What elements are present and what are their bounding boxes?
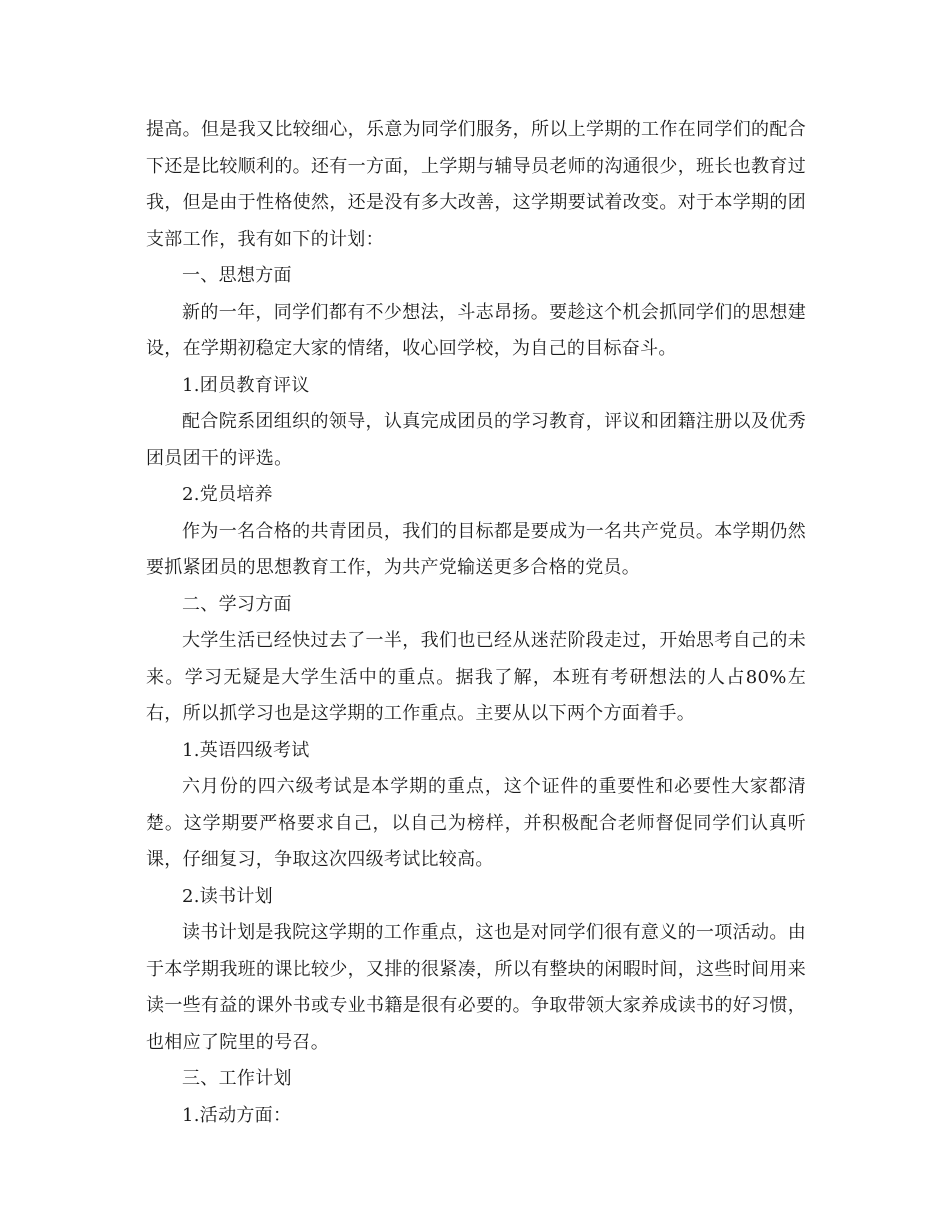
paragraph: 读书计划是我院这学期的工作重点，这也是对同学们很有意义的一项活动。由于本学期我班的课比较少，又排的很紧凑，所以有整块的闲暇时间，这些时间用来读一些有益的课外书或专业书籍是很有必要的。争取带领大家养成读书的好习惯，也相应了院里的号召。 (146, 922, 806, 1053)
paragraph: 六月份的四六级考试是本学期的重点，这个证件的重要性和必要性大家都清楚。这学期要严格要求自己，以自己为榜样，并积极配合老师督促同学们认真听课，仔细复习，争取这次四级考试比较高。 (146, 776, 806, 870)
subheading-activities: 1.活动方面： (182, 1104, 292, 1126)
section-heading-study: 二、学习方面 (182, 593, 292, 615)
section-heading-work-plan: 三、工作计划 (182, 1068, 292, 1089)
subheading-reading-plan: 2.读书计划 (182, 885, 273, 907)
subheading-league-education: 1.团员教育评议 (182, 374, 310, 396)
paragraph: 配合院系团组织的领导，认真完成团员的学习教育，评议和团籍注册以及优秀团员团干的评选。 (146, 411, 806, 469)
section-heading-thought: 一、思想方面 (182, 265, 292, 286)
paragraph: 作为一名合格的共青团员，我们的目标都是要成为一名共产党员。本学期仍然要抓紧团员的思想教育工作，为共产党输送更多合格的党员。 (146, 520, 806, 578)
document-body (146, 112, 806, 1134)
subheading-cet4: 1.英语四级考试 (182, 739, 310, 761)
paragraph: 新的一年，同学们都有不少想法，斗志昂扬。要趁这个机会抓同学们的思想建设，在学期初稳定大家的情绪，收心回学校，为自己的目标奋斗。 (146, 301, 806, 359)
subheading-party-training: 2.党员培养 (182, 484, 273, 505)
paragraph: 大学生活已经快过去了一半，我们也已经从迷茫阶段走过，开始思考自己的未来。学习无疑是大学生活中的重点。据我了解，本班有考研想法的人占80%左右，所以抓学习也是这学期的工作重点。主要从以下两个方面着手。 (146, 630, 806, 724)
paragraph-continued: 提高。但是我又比较细心，乐意为同学们服务，所以上学期的工作在同学们的配合下还是比较顺利的。还有一方面，上学期与辅导员老师的沟通很少，班长也教育过我，但是由于性格使然，还是没有多大改善，这学期要试着改变。对于本学期的团支部工作，我有如下的计划： (146, 119, 806, 250)
